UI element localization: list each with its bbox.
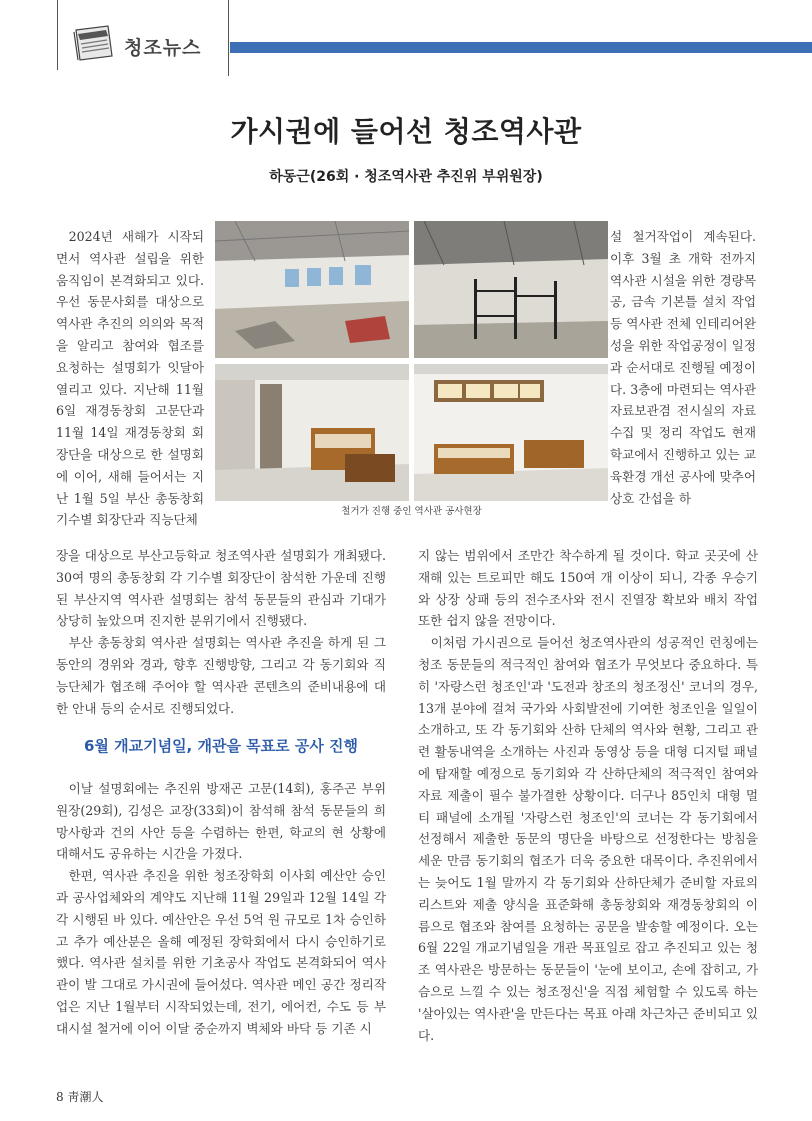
body-column-left-top (56, 226, 204, 531)
photo-grid (215, 221, 608, 501)
construction-photo-2 (414, 221, 608, 358)
page-footer: 8 靑潮人 (56, 1090, 104, 1104)
paragraph: 지 않는 범위에서 조만간 착수하게 될 것이다. 학교 곳곳에 산재해 있는 트로피만 해도 150여 개 이상이 되니, 각종 우승기와 상장 상패 등의 전수조사와 전시 진열장 확보와 배치 작업 또한 쉽지 않을 전망이다. (418, 548, 758, 629)
subheading: 6월 개교기념일, 개관을 목표로 공사 진행 (83, 737, 359, 755)
article-byline: 하동근(26회 · 청조역사관 추진위 부위원장) (269, 169, 543, 185)
paragraph: 2024년 새해가 시작되면서 역사관 설립을 위한 움직임이 본격화되고 있다. 우선 동문사회를 대상으로 역사관 추진의 의의와 목적을 알리고 참여와 협조를 요청하는 설명회가 잇달아 열리고 있다. 지난해 11월 6일 재경동창회 고문단과 11월 14일 재경동창회 회장단을 대상으로 한 설명회에 이어, 새해 들어서는 지난 1월 5일 부산 총동창회 기수별 회장단과 직능단체 (56, 229, 204, 528)
newspaper-icon (72, 22, 116, 62)
section-label: 청조뉴스 (124, 37, 202, 59)
paragraph: 이날 설명회에는 추진위 방재곤 고문(14회), 홍주곤 부위원장(29회), 김성은 교장(33회)이 참석해 참석 동문들의 희망사항과 건의 사안 등을 수렴하는 한편, 학교의 현 상황에 대해서도 공유하는 시간을 가졌다. (56, 781, 386, 862)
paragraph: 부산 총동창회 역사관 설명회는 역사관 추진을 하게 된 그 동안의 경위와 경과, 향후 진행방향, 그리고 각 동기회와 직능단체가 협조해 주어야 할 역사관 콘텐츠의 준비내용에 대한 안내 등의 순서로 진행되었다. (56, 635, 386, 716)
photo-caption: 철거가 진행 중인 역사관 공사현장 (341, 506, 482, 517)
body-column-left-bottom-2 (56, 778, 386, 1040)
body-column-right-top (610, 226, 756, 509)
paragraph: 한편, 역사관 추진을 위한 청조장학회 이사회 예산안 승인과 공사업체와의 계약도 지난해 11월 29일과 12월 14일 각각 시행된 바 있다. 예산안은 우선 5억 원 규모로 1차 승인하고 추가 예산분은 올해 예정된 장학회에서 다시 승인하기로 했다. 역사관 설치를 위한 기초공사 작업도 본격화되어 역사관이 발 그대로 가시권에 들어섰다. 역사관 메인 공간 정리작업은 지난 1월부터 시작되었는데, 전기, 에어컨, 수도 등 부대시설 철거에 이어 이달 중순까지 벽체와 바닥 등 기존 시 (56, 868, 386, 1036)
header-accent-bar (230, 42, 812, 53)
body-column-left-bottom (56, 545, 386, 719)
body-column-right-bottom (418, 545, 758, 1046)
header-rule-right (228, 0, 229, 76)
article-title: 가시권에 들어선 청조역사관 (230, 115, 582, 148)
construction-photo-3 (215, 364, 409, 501)
paragraph: 설 철거작업이 계속된다. 이후 3월 초 개학 전까지 역사관 시설을 위한 경량목공, 금속 기본틀 설치 작업 등 역사관 전체 인테리어완성을 위한 작업공정이 일정과 순서대로 진행될 예정이다. 3층에 마련되는 역사관 자료보관겸 전시실의 자료 수집 및 정리 작업도 현재 학교에서 진행하고 있는 교육환경 개선 공사에 맞추어 상호 간섭을 하 (610, 229, 756, 506)
construction-photo-1 (215, 221, 409, 358)
header-rule-left (57, 0, 58, 70)
construction-photo-4 (414, 364, 608, 501)
paragraph: 이처럼 가시권으로 들어선 청조역사관의 성공적인 런칭에는 청조 동문들의 적극적인 참여와 협조가 무엇보다 중요하다. 특히 '자랑스런 청조인'과 '도전과 창조의 청조정신' 코너의 경우, 13개 분야에 걸쳐 국가와 사회발전에 기여한 청조인을 일일이 소개하고, 또 각 동기회와 산하 단체의 역사와 현황, 그리고 관련 활동내역을 소개하는 사진과 동영상 등을 대형 디지털 패널에 탑재할 예정으로 동기회와 각 산하단체의 적극적인 참여와 자료 제출이 필수 불가결한 상황이다. 더구나 85인치 대형 멀티 패널에 소개될 '자랑스런 청조인'의 코너는 각 동기회에서 선정해서 제출한 동문의 명단을 바탕으로 선정한다는 방침을 세운 만큼 동기회의 협조가 더욱 중요한 대목이다. 추진위에서는 늦어도 1월 말까지 각 동기회와 산하단체가 준비할 자료의 리스트와 제출 양식을 표준화해 총동창회와 재경동창회의 이름으로 협조와 참여를 요청하는 공문을 발송할 예정이다. 오는 6월 22일 개교기념일을 개관 목표일로 잡고 추진되고 있는 청조 역사관은 방문하는 동문들이 '눈에 보이고, 손에 잡히고, 가슴으로 느낄 수 있는 청조정신'을 직접 체험할 수 있도록 하는 '살아있는 역사관'을 만든다는 목표 아래 차근차근 준비되고 있다. (418, 635, 758, 1043)
paragraph: 장을 대상으로 부산고등학교 청조역사관 설명회가 개최됐다. 30여 명의 총동창회 각 기수별 회장단이 참석한 가운데 진행된 부산지역 역사관 설명회는 참석 동문들의 관심과 기대가 상당히 높았으며 진지한 분위기에서 진행됐다. (56, 548, 386, 629)
